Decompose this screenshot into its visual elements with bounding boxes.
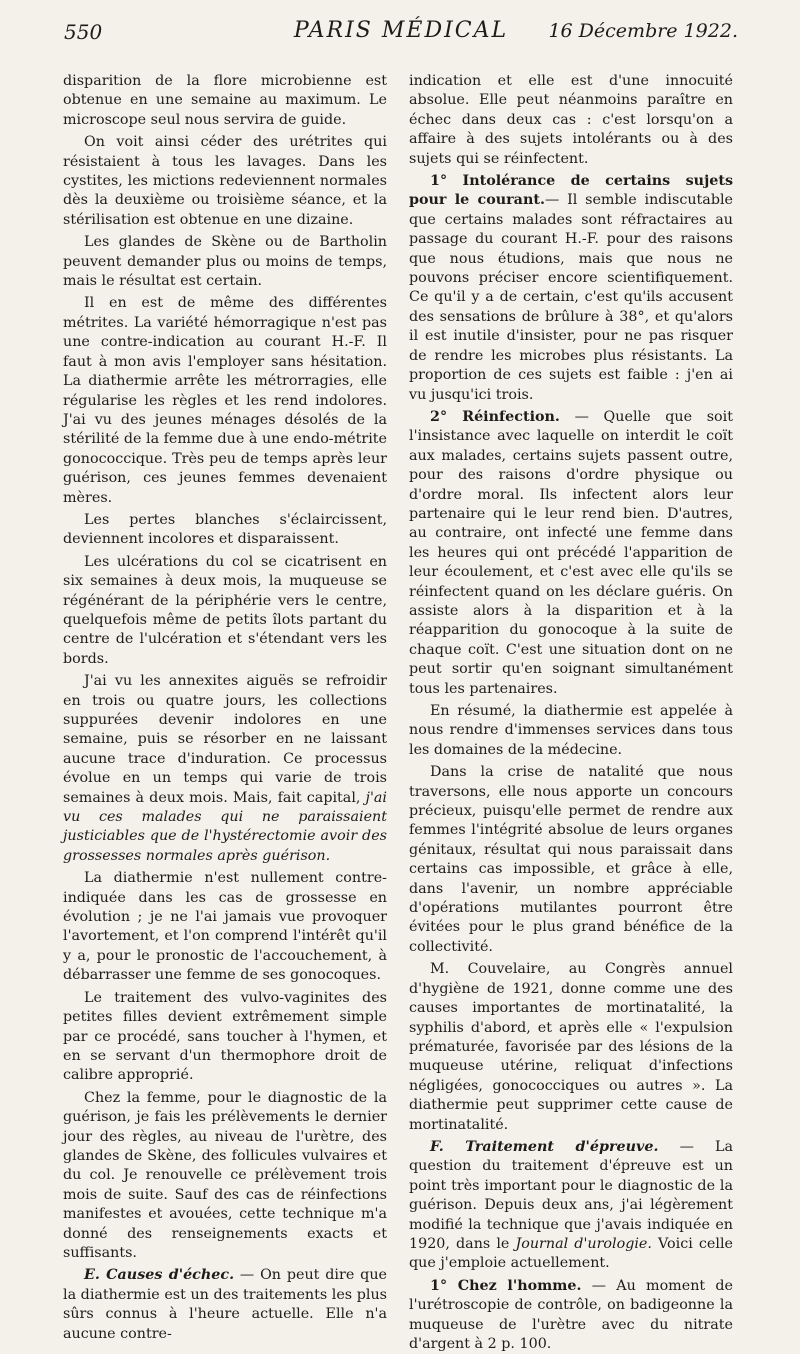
paragraph: 1° Intolérance de certains sujets pour le courant.— Il semble indiscutable que certains malades sont réfractaires au passage du courant H.-F. pour des raisons que nous étudions, mais que nous ne pouvons préciser encore scientifiquement. Ce qu'il y a de certain, c'est qu'ils accusent des sensations de brûlure à 38°, et qu'alors il est inutile d'insister, pour ne pas risquer de rendre les microbes plus résistants. La proportion de ces sujets est faible : j'en ai vu jusqu'ici trois. — [409, 173, 734, 403]
issue-date: 16 Décembre 1922. — [548, 20, 738, 42]
subheading: 1° Intolérance de certains sujets pour le courant. — [409, 173, 733, 209]
paragraph: disparition de la flore microbienne est obtenue en une semaine au maximum. Le microscope seul nous servira de guide. — [63, 73, 387, 128]
paragraph: Les ulcérations du col se cicatrisent en six semaines à deux mois, la muqueuse se régénérant de la périphérie vers le centre, quelquefois même de petits îlots partant du centre de l'ulcération et s'étendant vers les bords. — [63, 553, 387, 667]
section-heading-paragraph: F. Traitement d'épreuve. — La question du traitement d'épreuve est un point très important pour le diagnostic de la guérison. Depuis deux ans, j'ai légèrement modifié la technique que j'avais indiquée en 1920, dans le Journal d'urologie. Voici celle que j'emploie actuellement. — [409, 1138, 734, 1272]
running-header — [64, 12, 738, 52]
paragraph: 2° Réinfection. — Quelle que soit l'insistance avec laquelle on interdit le coït aux malades, certains sujets passent outre, pour des raisons d'ordre physique ou d'ordre moral. Ils infectent alors leur partenaire qui le leur rend bien. D'autres, au contraire, ont infecté une femme dans les heures qui ont précédé l'apparition de leur écoulement, et c'est avec elle qu'ils se réinfectent quand on les déclare guéris. On assiste alors à la disparition et à la réapparition du gonocoque à la suite de chaque coït. C'est une situation dont on ne peut sortir qu'en soignant simultanément tous les partenaires. — [409, 408, 733, 697]
page-number: 550 — [64, 20, 103, 44]
paragraph: Les pertes blanches s'éclaircissent, deviennent incolores et disparaissent. — [63, 511, 387, 548]
subheading: 2° Réinfection. — [430, 408, 560, 425]
paragraph: Le traitement des vulvo-vaginites des petites filles devient extrêmement simple par ce procédé, sans toucher à l'hymen, et en se servant d'un thermophore droit de calibre approprié. — [63, 989, 387, 1084]
right-column — [409, 72, 733, 1354]
paragraph: On voit ainsi céder des urétrites qui résistaient à tous les lavages. Dans les cystites, les mictions redeviennent normales dès la deuxième ou troisième séance, et la stérilisation est obtenue en une dizaine. — [63, 134, 387, 228]
paragraph: Chez la femme, pour le diagnostic de la guérison, je fais les prélèvements le dernier jour des règles, au niveau de l'urètre, des glandes de Skène, des follicules vulvaires et du col. Je renouvelle ce prélèvement trois mois de suite. Sauf des cas de réinfections manifestes et avouées, cette technique m'a donné des renseignements exacts et suffisants. — [63, 1089, 387, 1261]
paragraph: En résumé, la diathermie est appelée à nous rendre d'immenses services dans tous les domaines de la médecine. — [409, 703, 733, 758]
paragraph: Les glandes de Skène ou de Bartholin peuvent demander plus ou moins de temps, mais le résultat est certain. — [63, 234, 387, 290]
section-heading: E. Causes d'échec. — [84, 1267, 235, 1284]
paragraph: La diathermie n'est nullement contre-indiquée dans les cas de grossesse en évolution ; je ne l'ai jamais vue provoquer l'avortement, et l'on comprend l'intérêt qu'il y a, pour le pronostic de l'accouchement, à débarrasser une femme de ses gonocoques. — [63, 870, 387, 984]
paragraph: J'ai vu les annexites aiguës se refroidir en trois ou quatre jours, les collections suppurées devenir indolores en une semaine, puis se résorber en ne laissant aucune trace d'induration. Ce processus évolue en un temps qui varie de trois semaines à deux mois. Mais, fait capital, j'ai vu ces malades qui ne paraissaient justiciables que de l'hystérectomie avoir des grossesses normales après guérison. — [63, 673, 387, 864]
journal-reference: Journal d'urologie. — [515, 1235, 652, 1252]
paragraph: 1° Chez l'homme. — Au moment de l'urétroscopie de contrôle, on badigeonne la muqueuse de l'urètre avec du nitrate d'argent à 2 p. 100. — [409, 1277, 733, 1352]
journal-title: PARIS MÉDICAL — [293, 18, 509, 43]
paragraph: M. Couvelaire, au Congrès annuel d'hygiène de 1921, donne comme une des causes importantes de mortinatalité, la syphilis d'abord, et après elle « l'expulsion prématurée, favorisée par des lésions de la muqueuse utérine, reliquat d'infections négligées, gonococciques ou autres ». La diathermie peut supprimer cette cause de mortinatalité. — [409, 961, 733, 1133]
paragraph: Il en est de même des différentes métrites. La variété hémorragique n'est pas une contre-indication au courant H.-F. Il faut à mon avis l'employer sans hésitation. La diathermie arrête les métrorragies, elle régularise les règles et les rend indolores. J'ai vu des jeunes ménages désolés de la stérilité de la femme due à une endo-métrite gonococcique. Très peu de temps après leur guérison, ces jeunes femmes devenaient mères. — [63, 295, 388, 506]
section-heading: F. Traitement d'épreuve. — [430, 1138, 659, 1155]
subheading: 1° Chez l'homme. — [430, 1277, 582, 1294]
left-column — [63, 72, 387, 1344]
section-heading-paragraph: E. Causes d'échec. — On peut dire que la diathermie est un des traitements les plus sûrs connus à l'heure actuelle. Elle n'a aucune contre- — [63, 1267, 387, 1342]
emphasis-text: j'ai vu ces malades qui ne paraissaient justiciables que de l'hystérectomie avoir des grossesses normales après guérison. — [63, 789, 387, 864]
paragraph: indication et elle est d'une innocuité absolue. Elle peut néanmoins paraître en échec dans deux cas : c'est lorsqu'on a affaire à des sujets intolérants ou à des sujets qui se réinfectent. — [409, 73, 733, 167]
paragraph: Dans la crise de natalité que nous traversons, elle nous apporte un concours précieux, puisqu'elle permet de rendre aux femmes l'intégrité absolue de leurs organes génitaux, résultat qui nous paraissait dans certains cas impossible, et grâce à elle, dans l'avenir, un nombre appréciable d'opérations mutilantes pourront être évitées pour le plus grand bénéfice de la collectivité. — [409, 764, 733, 955]
